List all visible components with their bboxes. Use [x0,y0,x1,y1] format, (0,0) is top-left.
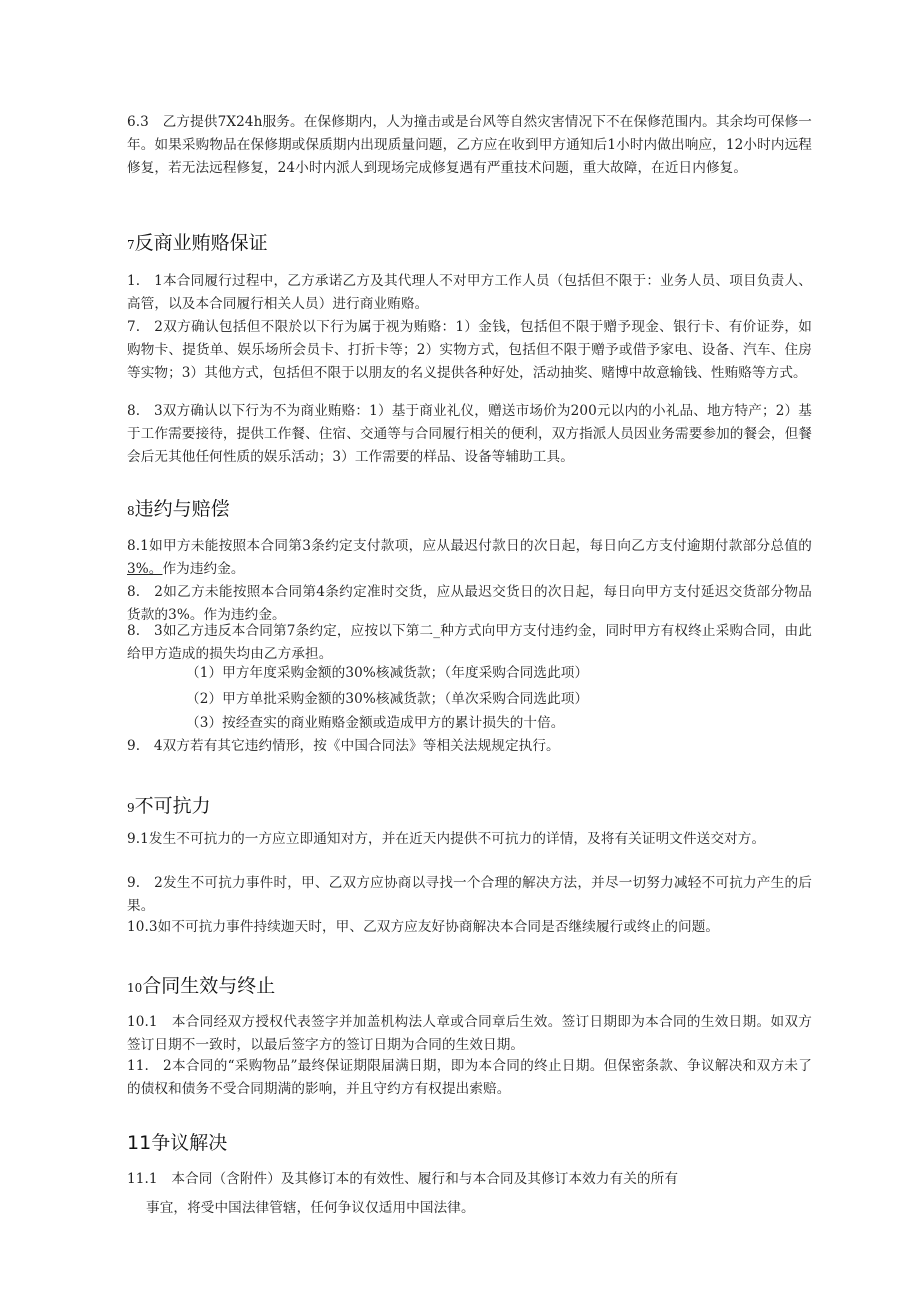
clause-9-3: 10.3如不可抗力事件持续迦天时，甲、乙双方应友好协商解决本合同是否继续履行或终止的问题。 [127,919,720,935]
clause-7-3: 8. 3双方确认以下行为不为商业贿赂：1）基于商业礼仪，赠送市场价为200元以内的小礼品、地方特产；2）基于工作需要接待，提供工作餐、住宿、交通等与合同履行相关的便利，双方指派人员因业务需要参加的餐会，但餐会后无其他任何性质的娱乐活动；3）工作需要的样品、设备等辅助工具。 [127,403,812,466]
option-2: （2）甲方单批采购金额的30%核减货款；（单次采购合同选此项） [186,691,589,707]
section-number: 9 [127,801,135,815]
clause-11-1: 11.1 本合同（含附件）及其修订本的有效性、履行和与本合同及其修订本效力有关的所有 [127,1171,679,1187]
section-11-heading [127,1130,227,1156]
clause-10-2: 11. 2本合同的“采购物品”最终保证期限届满日期，即为本合同的终止日期。但保密条款、争议解决和双方未了的债权和债务不受合同期满的影响，并且守约方有权提出索赔。 [127,1058,812,1098]
section-9-heading [127,793,211,821]
clause-8-1 [127,535,812,581]
option-1: （1）甲方年度采购金额的30%核减货款；（年度采购合同选此项） [186,665,589,681]
clause-8-4: 9. 4双方若有其它违约情形，按《中国合同法》等相关法规规定执行。 [127,738,560,754]
section-title: 违约与赔偿 [134,498,230,520]
clause-8-2: 8. 2如乙方未能按照本合同第4条约定准时交货，应从最迟交货日的次日起，每日向甲方支付延迟交货部分物品货款的3%。作为违约金。 [127,584,812,624]
clause-7-1: 1. 1本合同履行过程中，乙方承诺乙方及其代理人不对甲方工作人员（包括但不限于：业务人员、项目负责人、高管，以及本合同履行相关人员）进行商业贿赂。 [127,273,812,313]
section-8-heading [127,496,230,524]
clause-9-2: 9. 2发生不可抗力事件时，甲、乙双方应协商以寻找一个合理的解决方法，并尽一切努力减轻不可抗力产生的后果。 [127,875,812,915]
section-number: 8 [127,504,135,518]
section-title: 反商业贿赂保证 [134,232,268,254]
section-title: 争议解决 [151,1132,228,1154]
clause-9-1: 9.1发生不可抗力的一方应立即通知对方，并在近天内提供不可抗力的详情，及将有关证明文件送交对方。 [127,831,766,847]
option-3: （3）按经查实的商业贿赂金额或造成甲方的累计损失的十倍。 [186,715,565,731]
clause-8-3: 8. 3如乙方违反本合同第7条约定，应按以下第二_种方式向甲方支付违约金，同时甲方有权终止采购合同，由此给甲方造成的损失均由乙方承担。 [127,623,812,663]
clause-10-1: 10.1 本合同经双方授权代表签字并加盖机构法人章或合同章后生效。签订日期即为本合同的生效日期。如双方签订日期不一致时，以最后签字方的签订日期为合同的生效日期。 [127,1014,812,1054]
section-10-heading [127,973,275,1001]
section-7-heading [127,230,268,258]
section-number: 7 [127,238,135,252]
section-title: 合同生效与终止 [142,975,276,997]
clause-11-1-continued: 事宜，将受中国法律管辖，任何争议仅适用中国法律。 [146,1200,475,1216]
section-title: 不可抗力 [134,795,211,817]
section-number: 11 [127,1132,152,1154]
underlined-rate: 3%。 [127,561,163,578]
clause-7-2: 7. 2双方确认包括但不限於以下行为属于视为贿赂：1）金钱，包括但不限于赠予现金、银行卡、有价证券，如购物卡、提货单、娱乐场所会员卡、打折卡等；2）实物方式，包括但不限于赠予或借予家电、设备、汽车、住房等实物；3）其他方式，包括但不限于以朋友的名义提供各种好处，活动抽奖、赌博中故意输钱、性贿赂等方式。 [127,319,812,382]
section-number: 10 [127,981,143,995]
clause-6-3: 6.3 乙方提供7X24h服务。在保修期内，人为撞击或是台风等自然灾害情况下不在保修范围内。其余均可保修一年。如果采购物品在保修期或保质期内出现质量问题，乙方应在收到甲方通知后1小时内做出响应，12小时内远程修复，若无法远程修复，24小时内派人到现场完成修复遇有严重技术问题，重大故障，在近日内修复。 [127,114,812,177]
clause-text: 作为违约金。 [162,561,245,578]
clause-text: 8.1如甲方未能按照本合同第3条约定支付款项，应从最迟付款日的次日起，每日向乙方支付逾期付款部分总值的 [127,538,812,554]
